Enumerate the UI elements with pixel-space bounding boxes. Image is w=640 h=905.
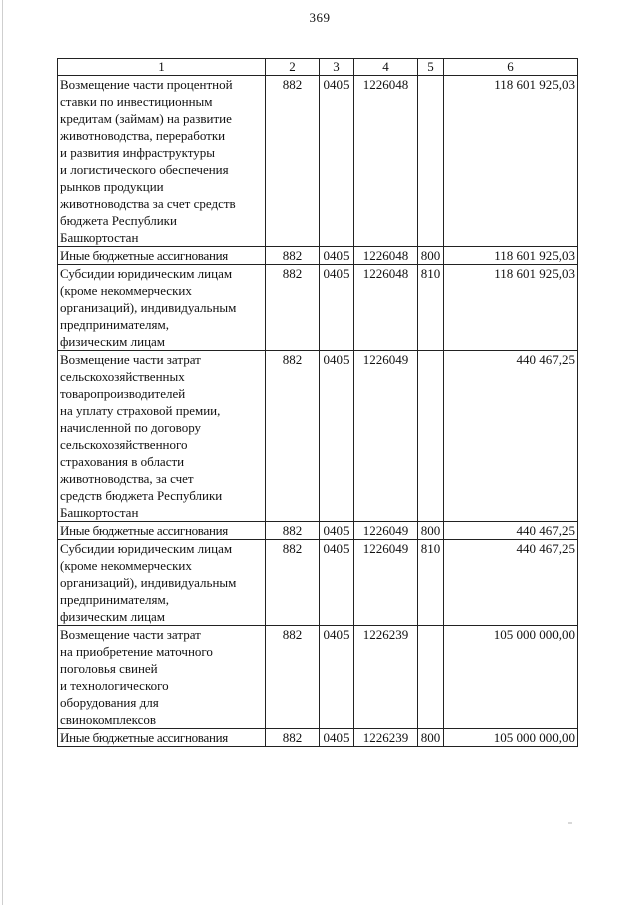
header-col-4: 4 bbox=[354, 59, 418, 76]
row-name-line: рынков продукции bbox=[60, 179, 164, 194]
row-section-code: 0405 bbox=[320, 626, 354, 729]
row-name-line: животноводства, за счет bbox=[60, 471, 194, 486]
row-name-line: и развития инфраструктуры bbox=[60, 145, 216, 160]
table-row bbox=[58, 522, 578, 540]
table-row bbox=[58, 540, 578, 626]
row-name-line: кредитам (займам) на развитие bbox=[60, 111, 232, 126]
row-name-line: предпринимателям, bbox=[60, 592, 169, 607]
table-row bbox=[58, 247, 578, 265]
row-name-line: Башкортостан bbox=[60, 230, 139, 245]
row-amount: 118 601 925,03 bbox=[444, 247, 578, 265]
page-number: 369 bbox=[309, 10, 331, 25]
table-row bbox=[58, 76, 578, 247]
row-section-code: 0405 bbox=[320, 522, 354, 540]
row-target-code: 1226049 bbox=[354, 351, 418, 522]
row-target-code: 1226239 bbox=[354, 626, 418, 729]
row-name bbox=[58, 351, 266, 522]
row-name-line: средств бюджета Республики bbox=[60, 488, 223, 503]
row-section-code: 0405 bbox=[320, 351, 354, 522]
table-row bbox=[58, 729, 578, 747]
row-name-line: начисленной по договору bbox=[60, 420, 202, 435]
row-name-line: Субсидии юридическим лицам bbox=[60, 541, 233, 556]
scan-speck bbox=[568, 822, 572, 824]
row-name-line: и логистического обеспечения bbox=[60, 162, 229, 177]
row-name bbox=[58, 522, 266, 540]
row-name-line: Иные бюджетные ассигнования bbox=[60, 248, 228, 263]
header-col-3: 3 bbox=[320, 59, 354, 76]
row-ved-code: 882 bbox=[266, 351, 320, 522]
row-name bbox=[58, 247, 266, 265]
row-name bbox=[58, 265, 266, 351]
row-target-code: 1226239 bbox=[354, 729, 418, 747]
row-name-line: (кроме некоммерческих bbox=[60, 283, 192, 298]
row-name-line: бюджета Республики bbox=[60, 213, 177, 228]
row-target-code: 1226048 bbox=[354, 265, 418, 351]
row-amount: 118 601 925,03 bbox=[444, 76, 578, 247]
row-name-line: сельскохозяйственных bbox=[60, 369, 185, 384]
row-target-code: 1226049 bbox=[354, 522, 418, 540]
header-row bbox=[58, 59, 578, 76]
row-expense-type bbox=[418, 76, 444, 247]
table-row bbox=[58, 351, 578, 522]
row-name-line: организаций), индивидуальным bbox=[60, 575, 237, 590]
row-name-line: на уплату страховой премии, bbox=[60, 403, 221, 418]
row-ved-code: 882 bbox=[266, 247, 320, 265]
row-name-line: оборудования для bbox=[60, 695, 159, 710]
row-section-code: 0405 bbox=[320, 265, 354, 351]
row-name-line: сельскохозяйственного bbox=[60, 437, 188, 452]
row-amount: 440 467,25 bbox=[444, 540, 578, 626]
row-name-line: Иные бюджетные ассигнования bbox=[60, 523, 228, 538]
row-amount: 105 000 000,00 bbox=[444, 626, 578, 729]
row-name-line: поголовья свиней bbox=[60, 661, 158, 676]
row-ved-code: 882 bbox=[266, 540, 320, 626]
row-name-line: животноводства за счет средств bbox=[60, 196, 236, 211]
row-name bbox=[58, 729, 266, 747]
row-amount: 118 601 925,03 bbox=[444, 265, 578, 351]
row-name-line: и технологического bbox=[60, 678, 169, 693]
table-row bbox=[58, 265, 578, 351]
row-expense-type bbox=[418, 626, 444, 729]
row-name-line: Иные бюджетные ассигнования bbox=[60, 730, 228, 745]
row-expense-type: 800 bbox=[418, 522, 444, 540]
row-name-line: Субсидии юридическим лицам bbox=[60, 266, 233, 281]
table-body bbox=[58, 76, 578, 747]
header-col-1: 1 bbox=[58, 59, 266, 76]
row-name-line: на приобретение маточного bbox=[60, 644, 213, 659]
row-name-line: организаций), индивидуальным bbox=[60, 300, 237, 315]
row-expense-type: 800 bbox=[418, 729, 444, 747]
row-expense-type bbox=[418, 351, 444, 522]
row-expense-type: 800 bbox=[418, 247, 444, 265]
row-section-code: 0405 bbox=[320, 76, 354, 247]
table-row bbox=[58, 626, 578, 729]
row-name-line: ставки по инвестиционным bbox=[60, 94, 213, 109]
header-col-2: 2 bbox=[266, 59, 320, 76]
row-ved-code: 882 bbox=[266, 729, 320, 747]
header-col-5: 5 bbox=[418, 59, 444, 76]
row-name-line: Возмещение части затрат bbox=[60, 352, 201, 367]
row-ved-code: 882 bbox=[266, 522, 320, 540]
header-col-6: 6 bbox=[444, 59, 578, 76]
row-name-line: Возмещение части процентной bbox=[60, 77, 233, 92]
row-section-code: 0405 bbox=[320, 247, 354, 265]
row-ved-code: 882 bbox=[266, 265, 320, 351]
row-name-line: Башкортостан bbox=[60, 505, 139, 520]
row-name-line: страхования в области bbox=[60, 454, 185, 469]
row-target-code: 1226048 bbox=[354, 247, 418, 265]
row-ved-code: 882 bbox=[266, 76, 320, 247]
row-name bbox=[58, 626, 266, 729]
row-name-line: Возмещение части затрат bbox=[60, 627, 201, 642]
row-amount: 105 000 000,00 bbox=[444, 729, 578, 747]
row-expense-type: 810 bbox=[418, 265, 444, 351]
scan-edge bbox=[2, 0, 3, 905]
row-amount: 440 467,25 bbox=[444, 351, 578, 522]
row-amount: 440 467,25 bbox=[444, 522, 578, 540]
row-name-line: свинокомплексов bbox=[60, 712, 157, 727]
row-name-line: физическим лицам bbox=[60, 609, 166, 624]
row-section-code: 0405 bbox=[320, 540, 354, 626]
row-name-line: животноводства, переработки bbox=[60, 128, 226, 143]
row-name-line: физическим лицам bbox=[60, 334, 166, 349]
row-name bbox=[58, 76, 266, 247]
row-section-code: 0405 bbox=[320, 729, 354, 747]
row-name-line: (кроме некоммерческих bbox=[60, 558, 192, 573]
row-name-line: товаропроизводителей bbox=[60, 386, 186, 401]
row-target-code: 1226048 bbox=[354, 76, 418, 247]
row-name bbox=[58, 540, 266, 626]
row-target-code: 1226049 bbox=[354, 540, 418, 626]
budget-table bbox=[57, 58, 578, 747]
row-name-line: предпринимателям, bbox=[60, 317, 169, 332]
row-ved-code: 882 bbox=[266, 626, 320, 729]
row-expense-type: 810 bbox=[418, 540, 444, 626]
